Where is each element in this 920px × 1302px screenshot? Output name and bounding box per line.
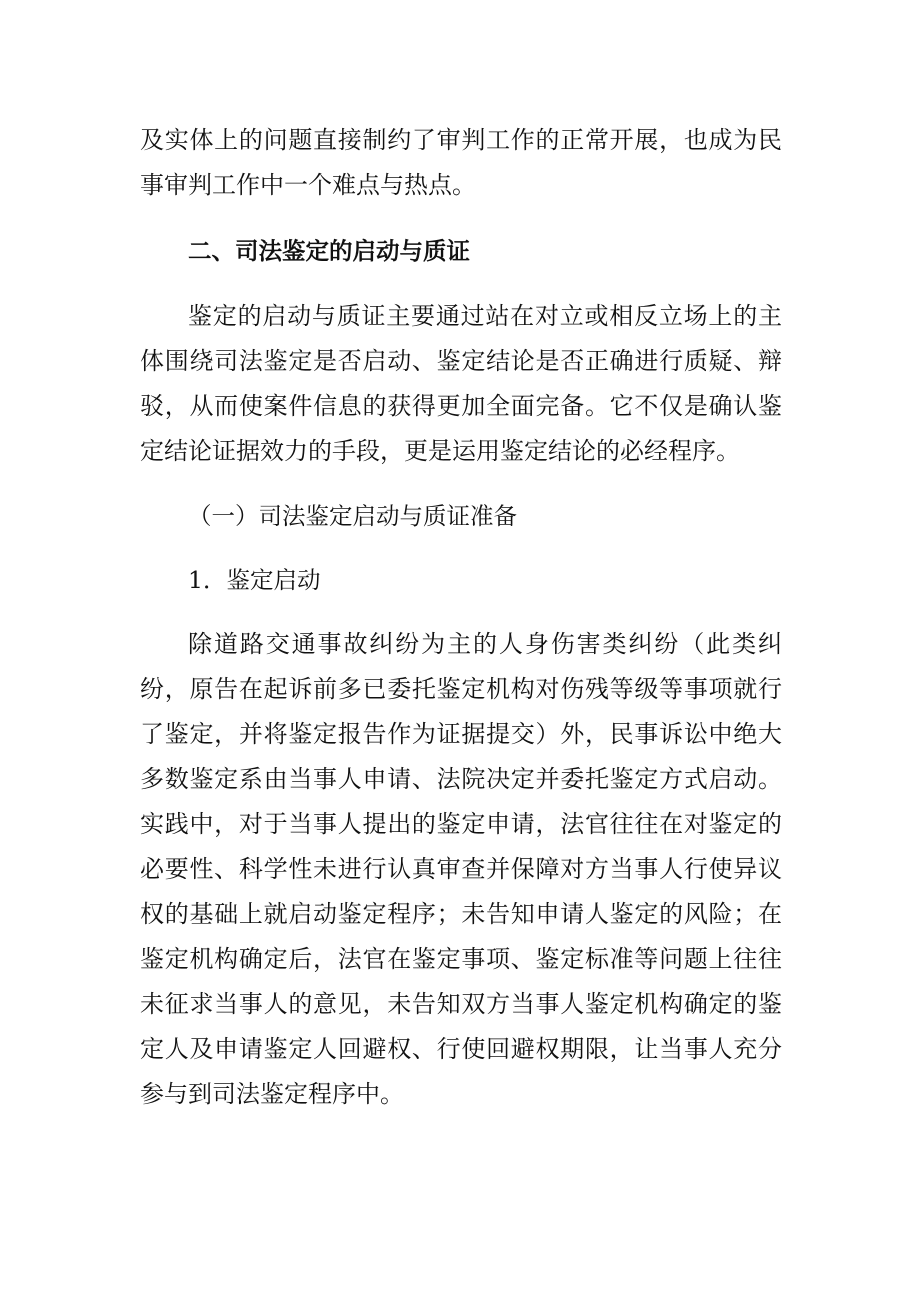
- intro-paragraph-tail: 及实体上的问题直接制约了审判工作的正常开展，也成为民事审判工作中一个难点与热点。: [140, 126, 782, 199]
- spacer: [140, 474, 782, 494]
- section-1-1-paragraph: 除道路交通事故纠纷为主的人身伤害类纠纷（此类纠纷，原告在起诉前多已委托鉴定机构对伤残等级等事项就行了鉴定，并将鉴定报告作为证据提交）外，民事诉讼中绝大多数鉴定系由当事人申请、法院决定并委托鉴定方式启动。实践中，对于当事人提出的鉴定申请，法官往往在对鉴定的必要性、科学性未进行认真审查并保障对方当事人行使异议权的基础上就启动鉴定程序；未告知申请人鉴定的风险；在鉴定机构确定后，法官在鉴定事项、鉴定标准等问题上往往未征求当事人的意见，未告知双方当事人鉴定机构确定的鉴定人及申请鉴定人回避权、行使回避权期限，让当事人充分参与到司法鉴定程序中。: [140, 630, 782, 1108]
- section-2-paragraph: 鉴定的启动与质证主要通过站在对立或相反立场上的主体围绕司法鉴定是否启动、鉴定结论是否正确进行质疑、辩驳，从而使案件信息的获得更加全面完备。它不仅是确认鉴定结论证据效力的手段，更是运用鉴定结论的必经程序。: [140, 302, 782, 465]
- spacer: [140, 208, 782, 229]
- subsection-heading-1-1: 1．鉴定启动: [188, 566, 321, 594]
- section-heading-2: 二、司法鉴定的启动与质证: [188, 237, 470, 265]
- spacer: [140, 539, 782, 558]
- spacer: [140, 603, 782, 622]
- subsection-heading-1: （一）司法鉴定启动与质证准备: [188, 502, 517, 530]
- spacer: [140, 274, 782, 294]
- document-page: [140, 118, 782, 1117]
